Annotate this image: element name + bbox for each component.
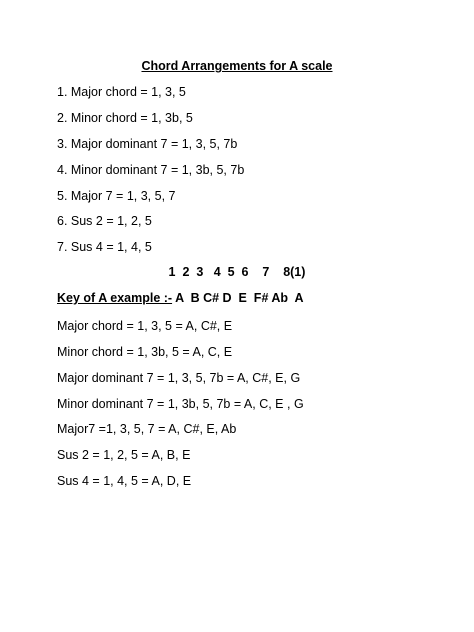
chord-list-item-major: 1. Major chord = 1, 3, 5 (57, 85, 186, 99)
example-sus-4: Sus 4 = 1, 4, 5 = A, D, E (57, 474, 192, 488)
example-sus-2: Sus 2 = 1, 2, 5 = A, B, E (57, 448, 191, 462)
chord-list-item-major-dominant-7: 3. Major dominant 7 = 1, 3, 5, 7b (57, 137, 238, 151)
key-example-notes: A B C# D E F# Ab A (172, 291, 304, 305)
chord-list-item-sus-2: 6. Sus 2 = 1, 2, 5 (57, 214, 152, 228)
chord-list-item-minor-dominant-7: 4. Minor dominant 7 = 1, 3b, 5, 7b (57, 163, 245, 177)
chord-list-item-sus-4: 7. Sus 4 = 1, 4, 5 (57, 240, 152, 254)
key-example-label: Key of A example :- (57, 291, 173, 305)
example-major-7: Major7 =1, 3, 5, 7 = A, C#, E, Ab (57, 422, 237, 436)
chord-list-item-minor: 2. Minor chord = 1, 3b, 5 (57, 111, 193, 125)
document-title: Chord Arrangements for A scale (141, 59, 333, 73)
example-major-chord: Major chord = 1, 3, 5 = A, C#, E (57, 319, 233, 333)
example-minor-chord: Minor chord = 1, 3b, 5 = A, C, E (57, 345, 233, 359)
chord-list-item-major-7: 5. Major 7 = 1, 3, 5, 7 (57, 189, 176, 203)
key-example-heading (57, 290, 304, 306)
example-major-dominant-7: Major dominant 7 = 1, 3, 5, 7b = A, C#, E, G (57, 371, 301, 385)
scale-degrees-row: 1 2 3 4 5 6 7 8(1) (168, 265, 306, 279)
example-minor-dominant-7: Minor dominant 7 = 1, 3b, 5, 7b = A, C, E , G (57, 397, 304, 411)
